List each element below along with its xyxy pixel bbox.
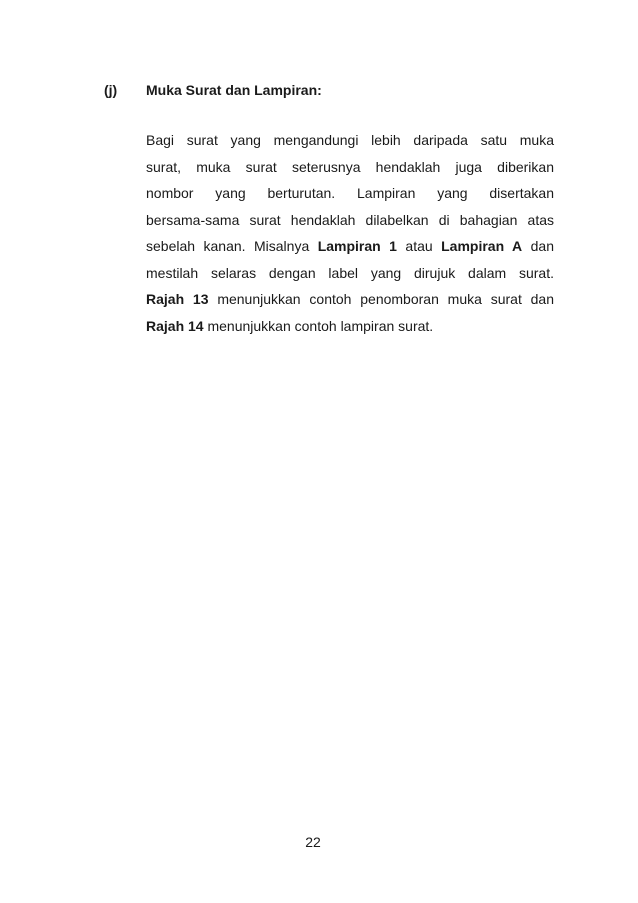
line-7-text-b: menunjukkan contoh penomboran muka surat dan	[208, 291, 554, 307]
paragraph-line-1: Bagi surat yang mengandungi lebih daripada satu muka	[146, 132, 554, 148]
line-5-text-e: dan	[522, 238, 554, 254]
paragraph-line-8	[146, 313, 554, 340]
line-8-text-b: menunjukkan contoh lampiran surat.	[203, 317, 434, 334]
rajah-14-label: Rajah 14	[146, 317, 204, 334]
rajah-13-label: Rajah 13	[146, 291, 209, 307]
section-heading: Muka Surat dan Lampiran:	[146, 82, 322, 98]
line-5-text-a: sebelah kanan. Misalnya	[146, 238, 318, 254]
paragraph-line-3: nombor yang berturutan. Lampiran yang disertakan	[146, 185, 554, 201]
lampiran-1-label: Lampiran 1	[317, 238, 397, 254]
line-5-text-c: atau	[396, 238, 442, 254]
paragraph-line-7	[146, 286, 554, 313]
paragraph-line-4: bersama-sama surat hendaklah dilabelkan di bahagian atas	[146, 211, 554, 228]
paragraph-line-6: mestilah selaras dengan label yang dirujuk dalam surat.	[146, 264, 554, 281]
lampiran-a-label: Lampiran A	[441, 238, 523, 254]
body-paragraph	[146, 127, 554, 339]
paragraph-line-2: surat, muka surat seterusnya hendaklah juga diberikan	[146, 158, 554, 175]
page-number: 22	[305, 834, 321, 850]
section-marker: (j)	[104, 82, 118, 98]
paragraph-line-5	[146, 233, 554, 260]
